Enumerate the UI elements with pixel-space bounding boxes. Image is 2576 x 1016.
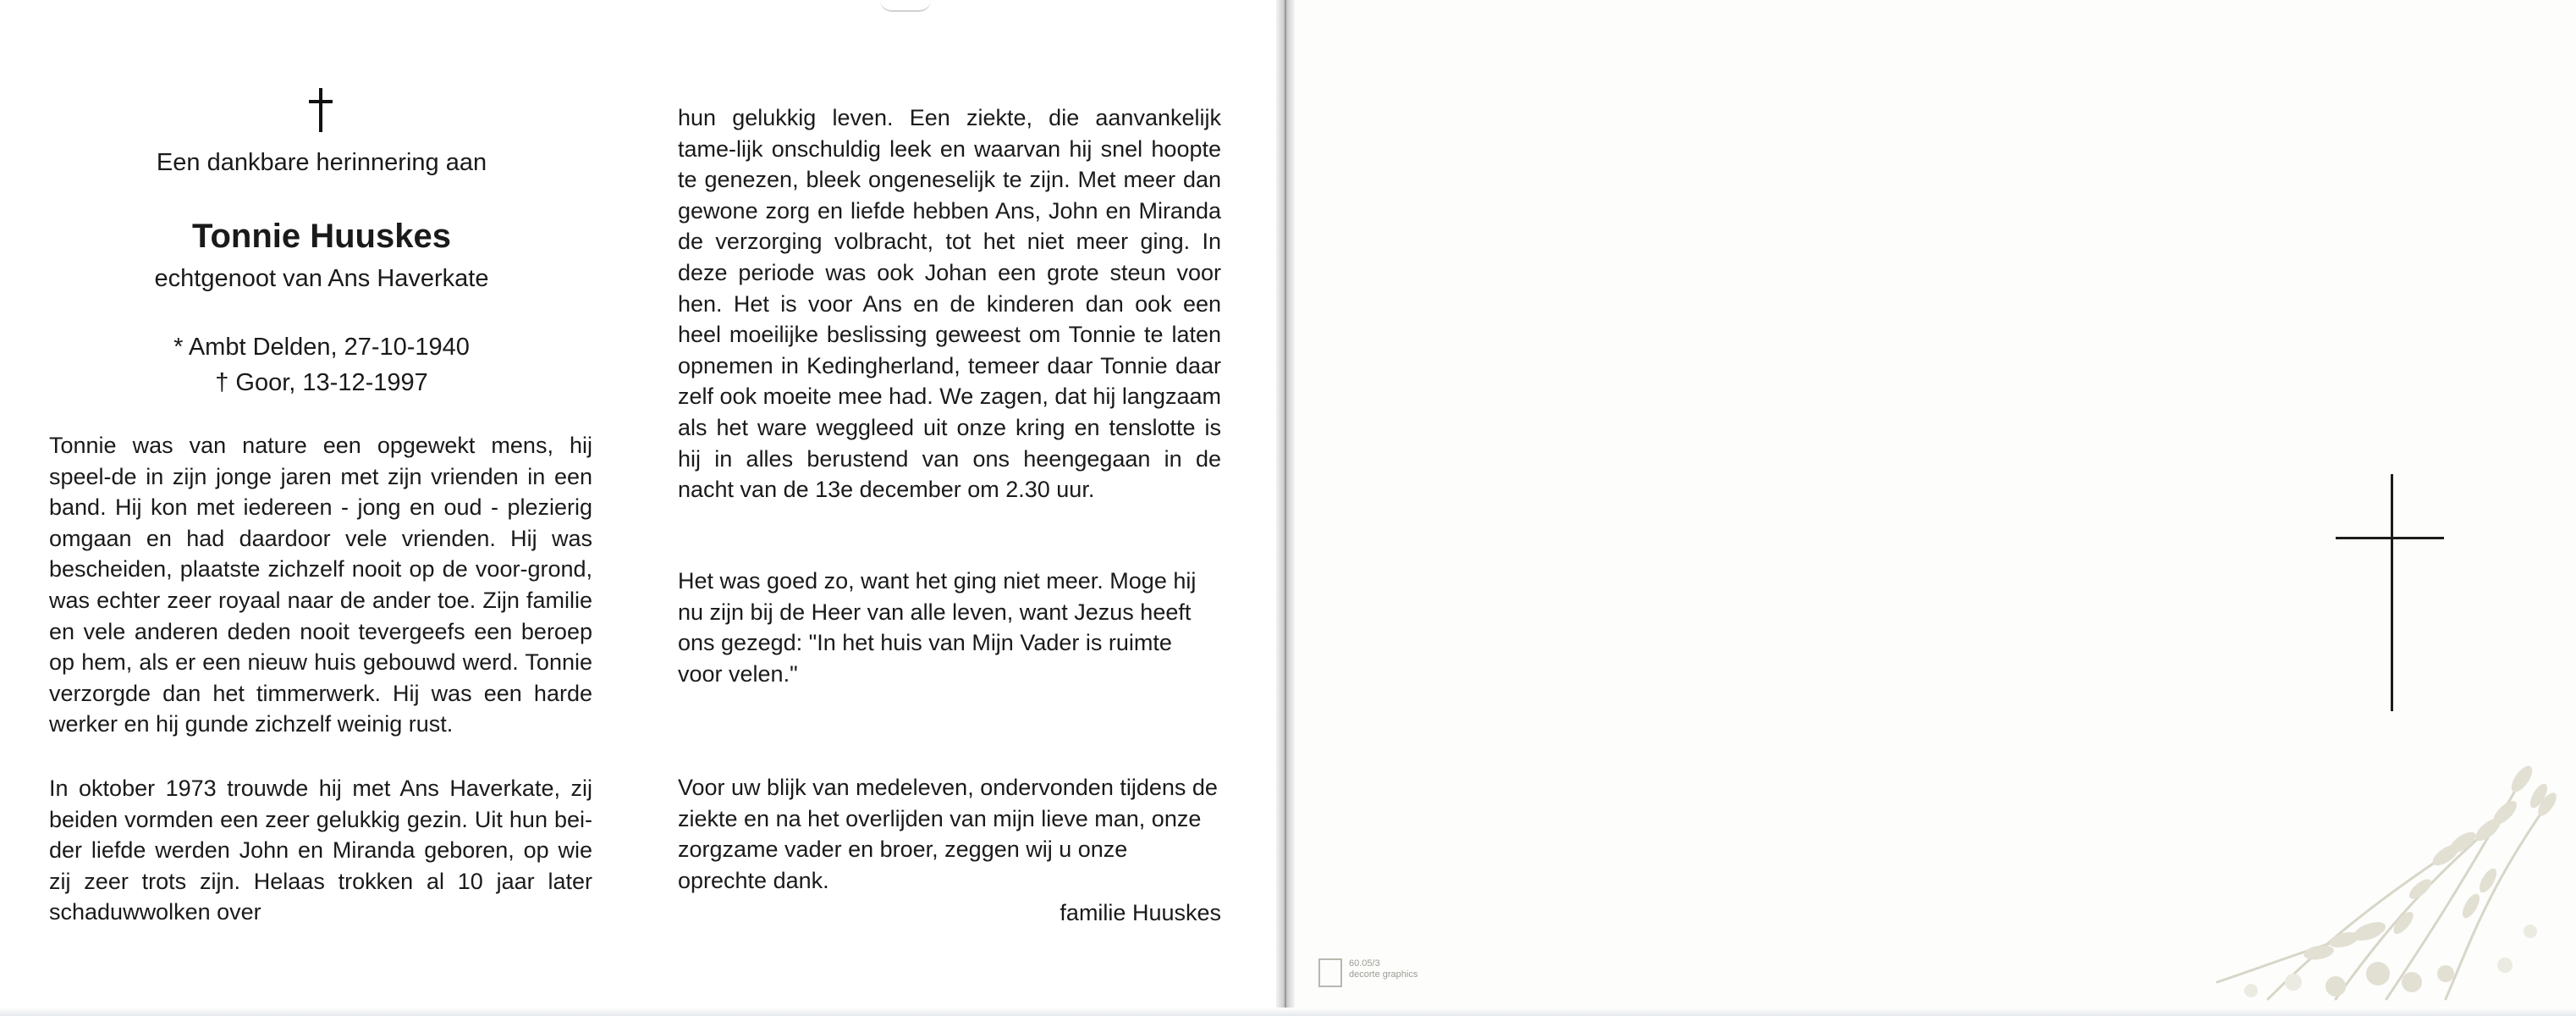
large-cross-bar xyxy=(2336,537,2444,539)
death-info: † Goor, 13-12-1997 xyxy=(215,369,428,396)
biography-paragraph-2: In oktober 1973 trouwde hij met Ans Haverkate, zij beiden vormden een zeer gelukkig gezin. Uit hun bei-der liefde werden John en Miranda geboren, op wie zij zeer trots zijn. Helaas trokken al 10 jaar later schaduwwolken over xyxy=(49,776,592,925)
biography-paragraph-1: Tonnie was van nature een opgewekt mens, hij speel-de in zijn jonge jaren met zijn vrienden in een band. Hij kon met iedereen - jong en oud - plezierig omgaan en had daardoor vele vrienden. Hij was bescheiden, plaatste zichzelf nooit op de voor-grond, was echter zeer royaal naar de ander toe. Zijn familie en vele anderen deden nooit tevergeefs een beroep op hem, als er een nieuw huis gebouwd werd. Tonnie verzorgde dan het timmerwerk. Hij was een harde werker en hij gunde zichzelf weinig rust. xyxy=(49,433,592,737)
cross-icon xyxy=(319,88,322,132)
logo-code: 60.05/3 xyxy=(1349,958,1380,969)
deceased-name: Tonnie Huuskes xyxy=(192,218,451,255)
printer-logo-icon xyxy=(1318,958,1342,987)
paper-notch xyxy=(880,0,931,12)
large-cross-icon xyxy=(2391,474,2393,711)
closing-paragraph: Het was goed zo, want het ging niet meer. Moge hij nu zijn bij de Heer van alle leven, want Jezus heeft ons gezegd: "In het huis van Mijn Vader is ruimte voor velen." xyxy=(678,568,1197,687)
paper-bottom-edge xyxy=(0,1008,2576,1016)
spouse-text: echtgenoot van Ans Haverkate xyxy=(154,265,489,292)
fold-line xyxy=(1285,0,1286,1016)
printer-logo-text xyxy=(1349,958,1417,980)
logo-brand: decorte graphics xyxy=(1349,969,1418,980)
family-signature: familie Huuskes xyxy=(1060,900,1221,925)
biography-paragraph-3: hun gelukkig leven. Een ziekte, die aanvankelijk tame-lijk onschuldig leek en waarvan hij snel hoopte te genezen, bleek ongeneselijk te zijn. Met meer dan gewone zorg en liefde hebben Ans, John en Miranda de verzorging volbracht, tot het niet meer ging. In deze periode was ook Johan een grote steun voor hen. Het is voor Ans en de kinderen dan ook een heel moeilijke beslissing geweest om Tonnie te laten opnemen in Kedingherland, temeer daar Tonnie daar zelf ook moeite mee had. We zagen, dat hij langzaam als het ware weggleed uit onze kring en tenslotte is hij in alles berustend van ons heengegaan in de nacht van de 13e december om 2.30 uur. xyxy=(678,105,1221,503)
thanks-paragraph: Voor uw blijk van medeleven, ondervonden tijdens de ziekte en na het overlijden van mijn lieve man, onze zorgzame vader en broer, zeggen wij u onze oprechte dank. xyxy=(678,775,1218,893)
birth-info: * Ambt Delden, 27-10-1940 xyxy=(173,334,470,361)
intro-text: Een dankbare herinnering aan xyxy=(156,149,487,176)
floral-decoration xyxy=(2166,728,2573,1008)
